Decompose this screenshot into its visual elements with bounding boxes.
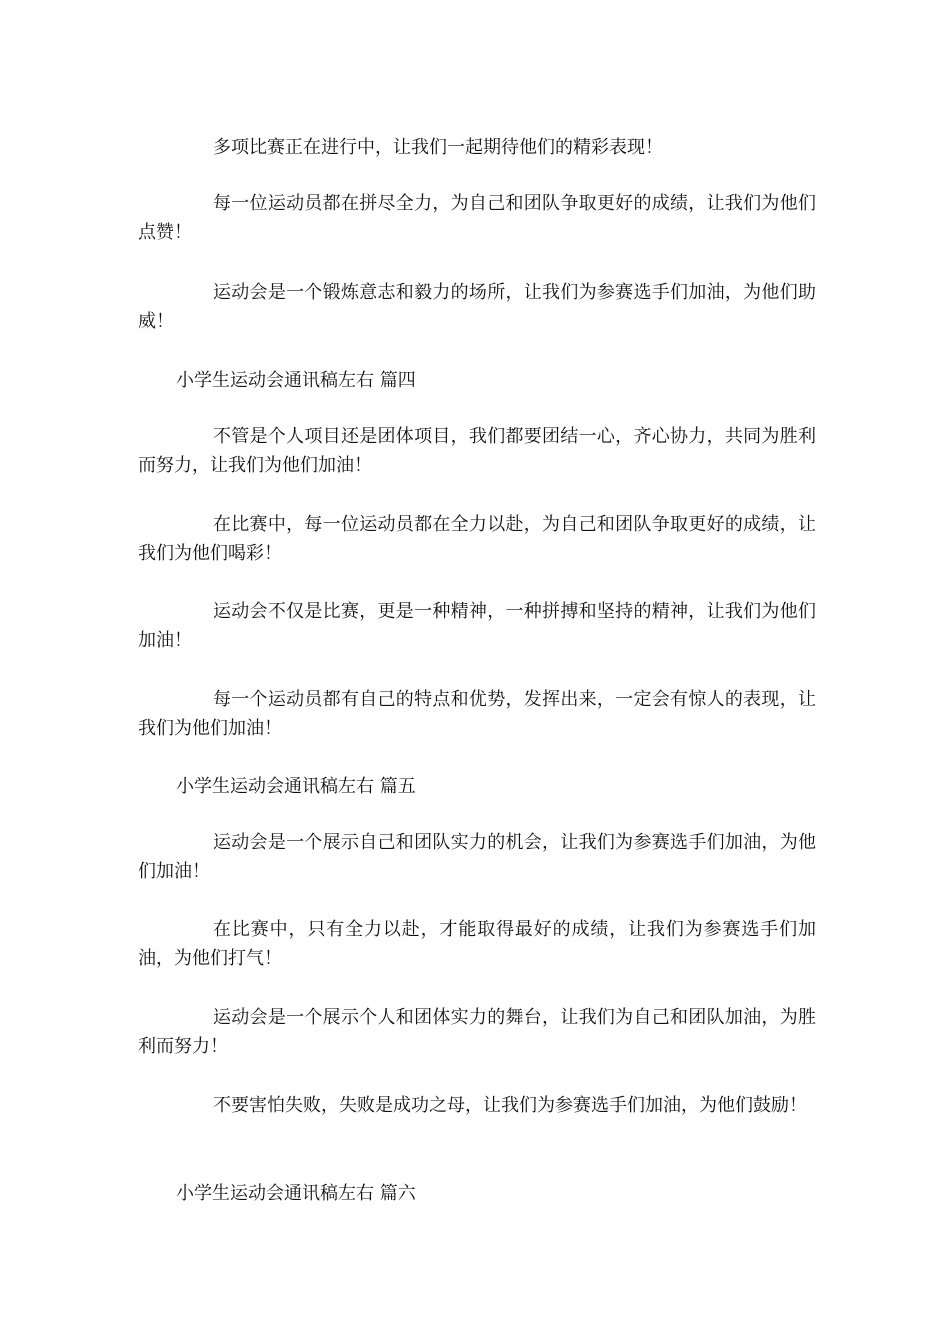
- paragraph-text: 不要害怕失败，失败是成功之母，让我们为参赛选手们加油，为他们鼓励！: [213, 1095, 807, 1116]
- paragraph: [0, 1091, 950, 1120]
- section-heading: [0, 772, 950, 801]
- paragraph-text: 运动会是一个展示自己和团队实力的机会，让我们为参赛选手们加油，为他们加油！: [138, 832, 816, 882]
- paragraph: [0, 685, 950, 743]
- paragraph-text: 在比赛中，只有全力以赴，才能取得最好的成绩，让我们为参赛选手们加油，为他们打气！: [138, 919, 816, 969]
- paragraph-text: 运动会不仅是比赛，更是一种精神，一种拼搏和坚持的精神，让我们为他们加油！: [138, 601, 816, 651]
- section-heading-text: 小学生运动会通讯稿左右 篇四: [176, 370, 416, 391]
- paragraph: [0, 510, 950, 568]
- paragraph-text: 在比赛中，每一位运动员都在全力以赴，为自己和团队争取更好的成绩，让我们为他们喝彩！: [138, 514, 816, 564]
- paragraph: [0, 133, 950, 162]
- paragraph-text: 每一位运动员都在拼尽全力，为自己和团队争取更好的成绩，让我们为他们点赞！: [138, 193, 816, 243]
- paragraph: [0, 597, 950, 655]
- section-heading: [0, 366, 950, 395]
- paragraph-text: 运动会是一个展示个人和团体实力的舞台，让我们为自己和团队加油，为胜利而努力！: [138, 1007, 816, 1057]
- section-heading-text: 小学生运动会通讯稿左右 篇六: [176, 1183, 416, 1204]
- section-heading-text: 小学生运动会通讯稿左右 篇五: [176, 776, 416, 797]
- paragraph-text: 多项比赛正在进行中，让我们一起期待他们的精彩表现！: [213, 137, 663, 158]
- paragraph-text: 不管是个人项目还是团体项目，我们都要团结一心，齐心协力，共同为胜利而努力，让我们为他们加油！: [138, 426, 816, 476]
- paragraph: [0, 278, 950, 336]
- paragraph: [0, 189, 950, 247]
- paragraph: [0, 828, 950, 886]
- section-heading: [0, 1179, 950, 1208]
- paragraph: [0, 915, 950, 973]
- paragraph-text: 运动会是一个锻炼意志和毅力的场所，让我们为参赛选手们加油，为他们助威！: [138, 282, 816, 332]
- paragraph-text: 每一个运动员都有自己的特点和优势，发挥出来，一定会有惊人的表现，让我们为他们加油！: [138, 689, 816, 739]
- paragraph: [0, 422, 950, 480]
- paragraph: [0, 1003, 950, 1061]
